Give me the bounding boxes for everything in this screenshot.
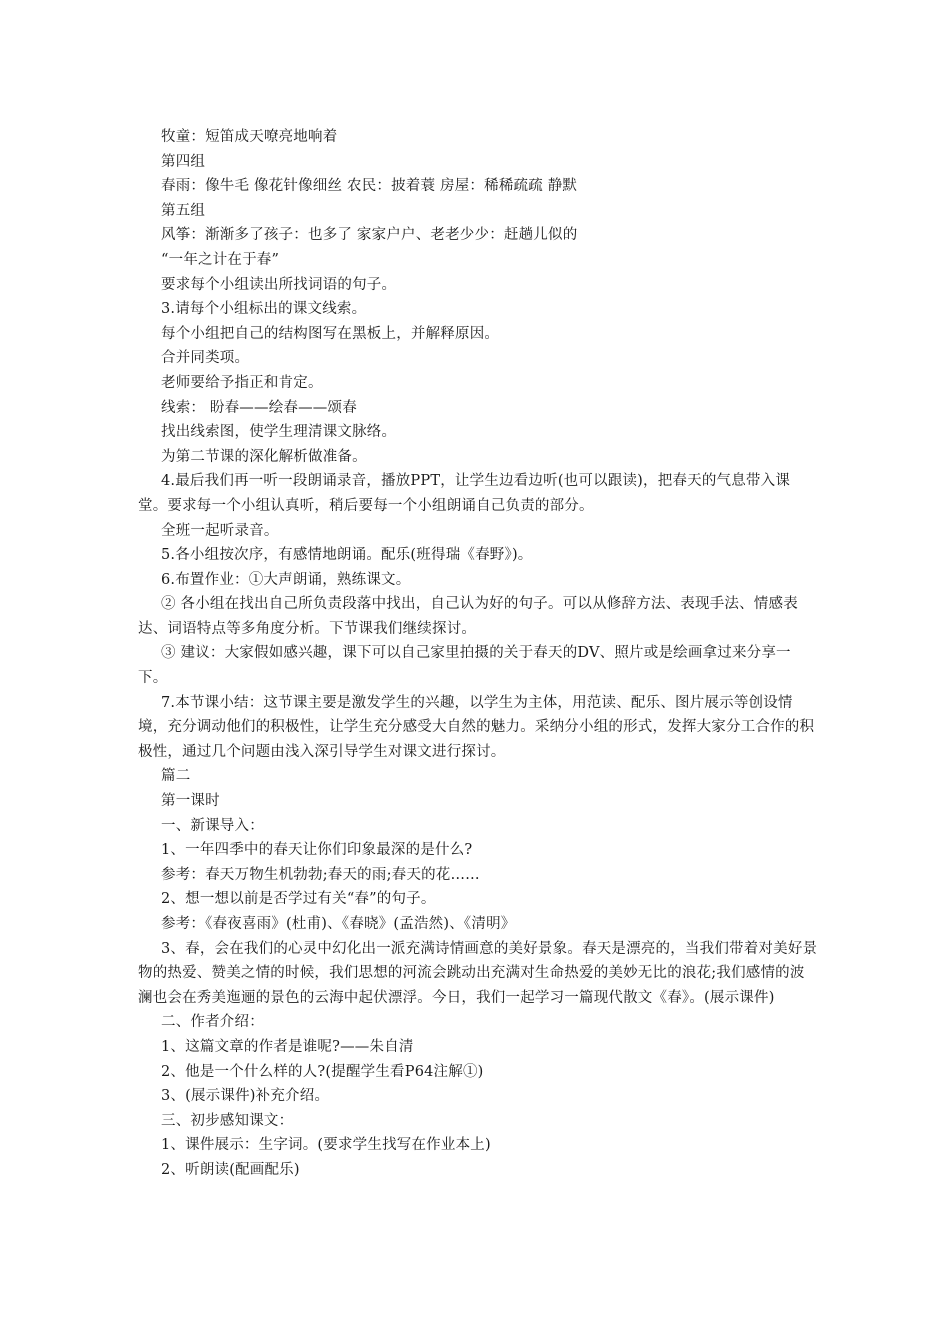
paragraph: 参考：《春夜喜雨》(杜甫)、《春晓》(孟浩然)、《清明》 (161, 916, 516, 932)
paragraph: 2、想一想以前是否学过有关“春”的句子。 (161, 891, 436, 908)
paragraph: 1、这篇文章的作者是谁呢?——朱自清 (161, 1038, 414, 1055)
paragraph: 7.本节课小结：这节课主要是激发学生的兴趣，以学生为主体，用范读、配乐、图片展示等创设情境，充分调动他们的积极性，让学生充分感受大自然的魅力。采纳分小组的形式，发挥大家分工合作的积极性，通过几个问题由浅入深引导学生对课文进行探讨。 (138, 694, 815, 760)
paragraph: 篇二 (161, 768, 191, 785)
paragraph: 3、(展示课件)补充介绍。 (161, 1088, 330, 1105)
paragraph: ③ 建议：大家假如感兴趣，课下可以自己家里拍摄的关于春天的DV、照片或是绘画拿过来分享一下。 (138, 645, 791, 687)
paragraph: 合并同类项。 (161, 350, 250, 367)
paragraph: 全班一起听录音。 (161, 522, 279, 539)
paragraph: 老师要给予指正和肯定。 (161, 374, 323, 391)
paragraph: 找出线索图，使学生理清课文脉络。 (161, 424, 397, 441)
paragraph: ② 各小组在找出自己所负责段落中找出，自己认为好的句子。可以从修辞方法、表现手法、情感表达、词语特点等多角度分析。下节课我们继续探讨。 (138, 596, 798, 637)
paragraph: 5.各小组按次序，有感情地朗诵。配乐(班得瑞《春野》)。 (161, 547, 533, 564)
paragraph: 第一课时 (161, 793, 220, 810)
paragraph: 线索： 盼春——绘春——颂春 (161, 399, 357, 416)
paragraph: 二、作者介绍： (161, 1014, 264, 1031)
paragraph: 一、新课导入： (161, 817, 264, 834)
paragraph: 6.布置作业：①大声朗诵，熟练课文。 (161, 571, 411, 588)
paragraph: 每个小组把自己的结构图写在黑板上，并解释原因。 (161, 325, 500, 342)
paragraph: “一年之计在于春” (161, 251, 280, 268)
paragraph: 2、听朗读(配画配乐) (161, 1161, 300, 1178)
document-body (138, 125, 818, 1183)
paragraph: 风筝：渐渐多了孩子：也多了 家家户户、老老少少：赶趟儿似的 (161, 227, 578, 244)
paragraph: 为第二节课的深化解析做准备。 (161, 448, 367, 465)
paragraph: 1、课件展示：生字词。(要求学生找写在作业本上) (161, 1137, 491, 1154)
paragraph: 第五组 (161, 202, 206, 219)
paragraph: 第四组 (161, 153, 206, 170)
paragraph: 三、初步感知课文： (161, 1112, 294, 1129)
paragraph: 3.请每个小组标出的课文线索。 (161, 301, 367, 318)
paragraph: 牧童：短笛成天嘹亮地响着 (161, 129, 338, 145)
paragraph: 1、一年四季中的春天让你们印象最深的是什么? (161, 842, 473, 859)
paragraph: 参考：春天万物生机勃勃;春天的雨;春天的花…… (161, 866, 480, 883)
paragraph: 2、他是一个什么样的人?(提醒学生看P64注解①) (161, 1063, 484, 1080)
paragraph: 3、春，会在我们的心灵中幻化出一派充满诗情画意的美好景象。春天是漂亮的，当我们带着对美好景物的热爱、赞美之情的时候，我们思想的河流会跳动出充满对生命热爱的美妙无比的浪花;我们感情的波澜也会在秀美迤逦的景色的云海中起伏漂浮。今日，我们一起学习一篇现代散文《春》。(展示课件) (138, 940, 818, 1006)
paragraph: 春雨：像牛毛 像花针像细丝 农民：披着蓑 房屋：稀稀疏疏 静默 (161, 178, 578, 195)
paragraph: 4.最后我们再一听一段朗诵录音，播放PPT，让学生边看边听(也可以跟读)，把春天的气息带入课堂。要求每一个小组认真听，稍后要每一个小组朗诵自己负责的部分。 (138, 473, 791, 514)
paragraph: 要求每个小组读出所找词语的句子。 (161, 276, 397, 293)
